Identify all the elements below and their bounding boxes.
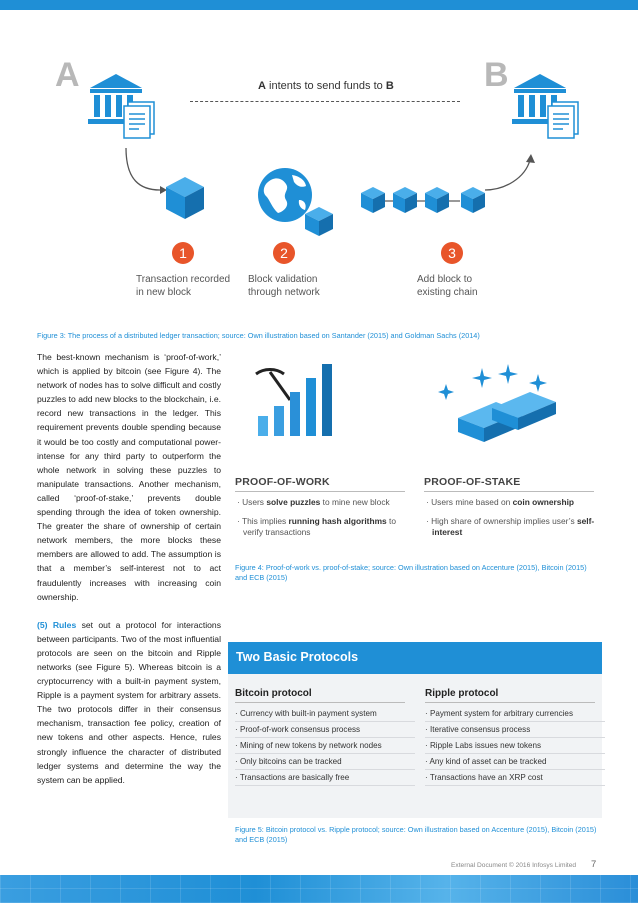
body-paragraph-1: The best-known mechanism is ‘proof-of-work,’ which is applied by bitcoin (see Figure 4). The network of nodes has to solve difficult and costly puzzles to add new blocks to the blockchain, i.e. record new transactions in the ledger. This requirement prevents double spending because it would be too costly and computational power-intense for any third party to outperform the whole network in solving these puzzles to manipulate transactions. Another mechanism, called ‘proof-of-stake,’ prevents double spending through the idea of token ownership. The greater the share of ownership of certain network members, the more blocks these members are allowed to add. The assumption is that a member’s self-interest not to act fraudulently increases with increasing coin ownership.	[37, 352, 221, 602]
list-item: · Any kind of asset can be tracked	[425, 754, 605, 770]
proof-of-stake-heading: PROOF-OF-STAKE	[424, 476, 521, 488]
ripple-protocol-heading: Ripple protocol	[425, 688, 499, 699]
figure-5-caption: Figure 5: Bitcoin protocol vs. Ripple protocol; source: Own illustration based on Accenture (2015), Bitcoin (2015) and ECB (2015)	[235, 825, 597, 844]
list-item: · Mining of new tokens by network nodes	[235, 738, 415, 754]
list-item: · Transactions have an XRP cost	[425, 770, 605, 786]
proof-of-stake-bullets	[424, 497, 602, 546]
bitcoin-protocol-list	[235, 706, 415, 786]
ripple-protocol-list	[425, 706, 605, 786]
list-item: · Proof-of-work consensus process	[235, 722, 415, 738]
footer-copyright: External Document © 2016 Infosys Limited	[451, 862, 577, 869]
flow-arrowhead-right	[526, 154, 535, 163]
list-item: · Only bitcoins can be tracked	[235, 754, 415, 770]
step-2-label: Block validation through network	[248, 274, 320, 298]
figure-3-caption: Figure 3: The process of a distributed ledger transaction; source: Own illustration based on Santander (2015) and Goldman Sachs (2014)	[37, 331, 480, 340]
bottom-band-grid	[0, 875, 638, 903]
proof-of-work-heading: PROOF-OF-WORK	[235, 476, 330, 488]
bitcoin-protocol-heading: Bitcoin protocol	[235, 688, 312, 699]
list-item: · Payment system for arbitrary currencies	[425, 706, 605, 722]
chain-block-1	[361, 187, 385, 213]
body-text-column	[37, 350, 221, 801]
list-item: · Ripple Labs issues new tokens	[425, 738, 605, 754]
figure-4-caption: Figure 4: Proof-of-work vs. proof-of-stake; source: Own illustration based on Accenture (2015), Bitcoin (2015) and ECB (2015)	[235, 563, 587, 582]
proof-of-stake-divider	[424, 491, 594, 492]
bitcoin-divider	[235, 702, 405, 703]
ripple-divider	[425, 702, 595, 703]
chain-block-2	[393, 187, 417, 213]
proof-of-work-divider	[235, 491, 405, 492]
pos-bullet-1: · Users mine based on coin ownership	[424, 497, 602, 509]
chain-block-3	[425, 187, 449, 213]
rules-lead: (5) Rules	[37, 619, 77, 630]
flow-arrowhead-left	[160, 186, 167, 194]
block-cube-globe	[305, 207, 333, 236]
party-b-letter: B	[484, 56, 509, 94]
body-paragraph-2: (5) Rules set out a protocol for interactions between participants. Two of the most influential protocols are seen on the bitcoin and Ripple networks (see Figure 5). Whereas bitcoin is a cryptocurrency with a built-in payment system, Ripple is a payment system for arbitrary assets. The two protocols differ in their consensus mechanism, transaction fee policy, creation of new tokens and other aspects. Hence, rules strongly influence the character of distributed ledger systems and determine the way the system can be applied.	[37, 619, 221, 785]
protocols-title: Two Basic Protocols	[236, 650, 359, 664]
pow-bullet-2: · This implies running hash algorithms to verify transactions	[235, 516, 413, 539]
step-3-badge: 3	[441, 242, 463, 264]
gold-bars-icon	[438, 362, 568, 452]
two-basic-protocols-box	[228, 642, 602, 818]
page-number: 7	[591, 859, 597, 870]
pow-bullet-1: · Users solve puzzles to mine new block	[235, 497, 413, 509]
list-item: · Currency with built-in payment system	[235, 706, 415, 722]
step-2-badge: 2	[273, 242, 295, 264]
pos-bullet-2: · High share of ownership implies user’s self-interest	[424, 516, 602, 539]
list-item: · Transactions are basically free	[235, 770, 415, 786]
flow-arrow-right	[485, 160, 530, 190]
figure-3-diagram	[0, 10, 638, 340]
party-a-letter: A	[55, 56, 80, 94]
top-accent-bar	[0, 0, 638, 10]
step-1-label: Transaction recorded in new block	[136, 274, 231, 298]
step-1-badge: 1	[172, 242, 194, 264]
protocols-title-bar	[228, 642, 602, 674]
proof-of-work-bullets	[235, 497, 413, 546]
step-3-label: Add block to existing chain	[417, 274, 478, 298]
block-cube-1	[166, 177, 204, 219]
globe-icon	[258, 168, 312, 222]
chain-block-new	[461, 187, 485, 213]
intent-label: A intents to send funds to B	[258, 80, 394, 92]
list-item: · Iterative consensus process	[425, 722, 605, 738]
flow-arrow-left	[126, 148, 160, 190]
pickaxe-bar-chart-icon	[250, 360, 360, 450]
